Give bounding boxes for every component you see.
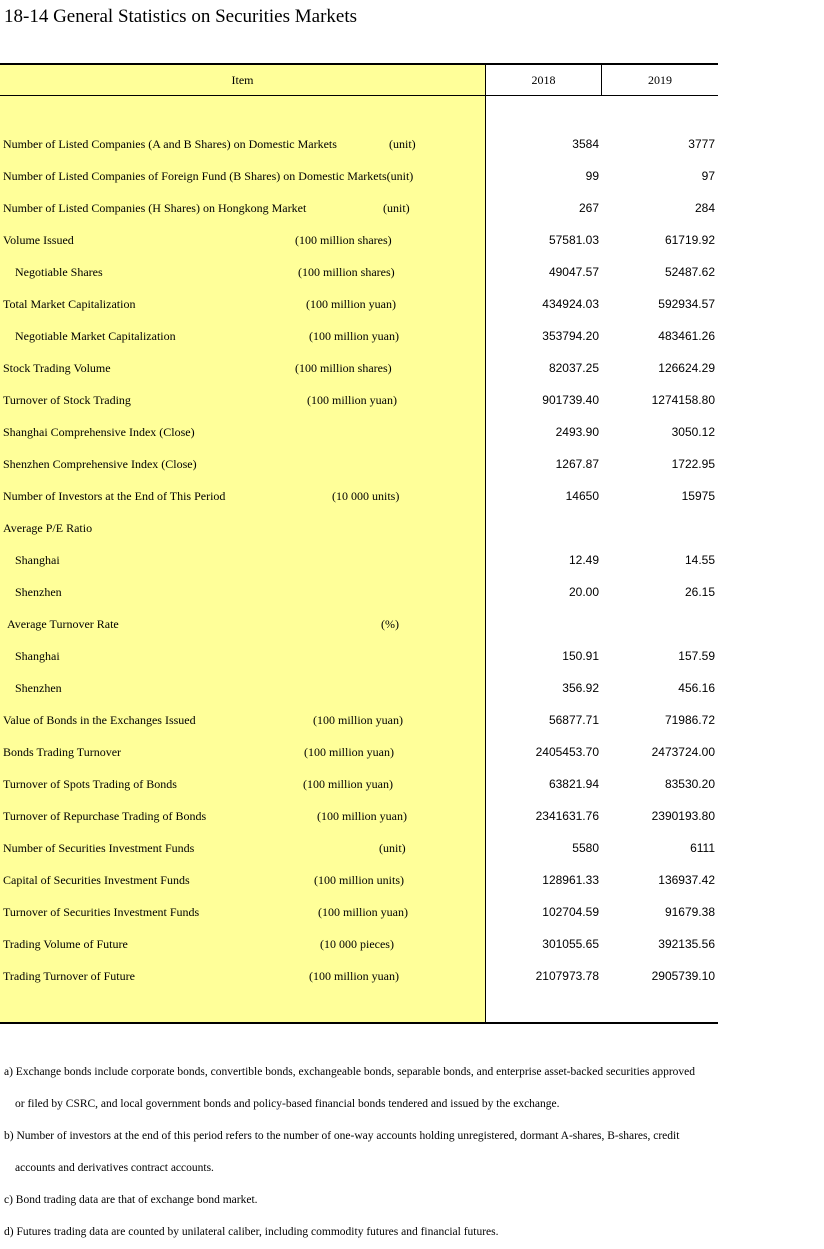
value-2018: 56877.71	[548, 713, 599, 727]
footnote: accounts and derivatives contract accounts.	[15, 1162, 214, 1174]
table-row	[0, 224, 718, 256]
value-2019: 456.16	[678, 681, 715, 695]
value-2019: 157.59	[678, 649, 715, 663]
table-row	[0, 256, 718, 288]
table-row	[0, 704, 718, 736]
row-label: Total Market Capitalization	[3, 297, 136, 311]
row-unit: (100 million yuan)	[307, 393, 397, 407]
table-row	[0, 320, 718, 352]
value-2018: 12.49	[568, 553, 599, 567]
value-2018: 267	[578, 201, 599, 215]
value-2018: 128961.33	[542, 873, 599, 887]
row-label: Shanghai	[15, 649, 60, 663]
value-2019: 15975	[681, 489, 715, 503]
header-2018: 2018	[531, 73, 556, 87]
row-label: Shenzhen	[15, 681, 62, 695]
table-row	[0, 640, 718, 672]
table-row	[0, 128, 718, 160]
row-label: Average P/E Ratio	[3, 521, 93, 535]
row-label: Turnover of Securities Investment Funds	[3, 905, 200, 919]
row-label: Negotiable Market Capitalization	[15, 329, 176, 343]
table-row	[0, 672, 718, 704]
row-unit: (100 million units)	[314, 873, 404, 887]
row-label: Average Turnover Rate	[7, 617, 119, 631]
row-unit: (100 million yuan)	[309, 329, 399, 343]
value-2018: 3584	[572, 137, 599, 151]
row-label: Value of Bonds in the Exchanges Issued	[3, 713, 196, 727]
table-row	[0, 832, 718, 864]
row-unit: (%)	[381, 617, 399, 631]
row-label: Trading Turnover of Future	[3, 969, 135, 983]
row-label: Turnover of Repurchase Trading of Bonds	[3, 809, 207, 823]
row-label: Negotiable Shares	[15, 265, 103, 279]
footnote: d) Futures trading data are counted by unilateral caliber, including commodity futures and financial futures.	[4, 1226, 499, 1238]
value-2019: 26.15	[684, 585, 715, 599]
table-row	[0, 736, 718, 768]
value-2019: 136937.42	[658, 873, 715, 887]
table-row	[0, 800, 718, 832]
value-2018: 63821.94	[548, 777, 599, 791]
table-header-rule	[0, 95, 718, 96]
value-2018: 57581.03	[548, 233, 599, 247]
value-2019: 61719.92	[664, 233, 715, 247]
value-2019: 1274158.80	[651, 393, 715, 407]
value-2018: 901739.40	[542, 393, 599, 407]
row-unit: (100 million yuan)	[303, 777, 393, 791]
row-label: Number of Listed Companies (H Shares) on Hongkong Market	[3, 201, 307, 215]
table-row	[0, 384, 718, 416]
value-2018: 20.00	[568, 585, 599, 599]
value-2018: 434924.03	[542, 297, 599, 311]
value-2019: 2473724.00	[651, 745, 715, 759]
row-unit: (100 million yuan)	[306, 297, 396, 311]
value-2019: 2905739.10	[651, 969, 715, 983]
row-label: Number of Listed Companies of Foreign Fund (B Shares) on Domestic Markets(unit)	[3, 169, 414, 183]
table-row	[0, 768, 718, 800]
table-row	[0, 288, 718, 320]
header-item: Item	[231, 73, 254, 87]
footnotes	[4, 1056, 820, 1248]
table-row	[0, 416, 718, 448]
row-label: Bonds Trading Turnover	[3, 745, 122, 759]
row-unit: (unit)	[379, 841, 406, 855]
footnote: b) Number of investors at the end of this period refers to the number of one-way accounts holding unregistered, dormant A-shares, B-shares, credit	[4, 1130, 680, 1142]
table-row	[0, 192, 718, 224]
value-2018: 2405453.70	[535, 745, 599, 759]
table-row	[0, 352, 718, 384]
table-row	[0, 544, 718, 576]
value-2018: 2493.90	[555, 425, 599, 439]
value-2019: 97	[701, 169, 715, 183]
row-label: Stock Trading Volume	[3, 361, 111, 375]
row-label: Number of Listed Companies (A and B Shares) on Domestic Markets	[3, 137, 337, 151]
row-unit: (100 million yuan)	[304, 745, 394, 759]
row-unit: (10 000 pieces)	[320, 937, 394, 951]
value-2018: 82037.25	[548, 361, 599, 375]
value-2018: 356.92	[562, 681, 599, 695]
value-2018: 5580	[572, 841, 599, 855]
row-label: Shenzhen	[15, 585, 62, 599]
value-2019: 71986.72	[664, 713, 715, 727]
row-label: Volume Issued	[3, 233, 74, 247]
value-2019: 83530.20	[664, 777, 715, 791]
row-unit: (100 million shares)	[295, 361, 392, 375]
header-2019: 2019	[648, 73, 672, 87]
statistics-table	[0, 63, 718, 1024]
footnote: a) Exchange bonds include corporate bonds, convertible bonds, exchangeable bonds, separable bonds, and enterprise asset-backed securities approved	[4, 1066, 696, 1078]
table-row	[0, 160, 718, 192]
value-2019: 1722.95	[671, 457, 715, 471]
value-2018: 14650	[565, 489, 599, 503]
value-2018: 301055.65	[542, 937, 599, 951]
table-row	[0, 960, 718, 992]
row-unit: (100 million yuan)	[309, 969, 399, 983]
row-unit: (100 million yuan)	[318, 905, 408, 919]
row-unit: (100 million yuan)	[317, 809, 407, 823]
value-2018: 2341631.76	[535, 809, 599, 823]
page-title: 18-14 General Statistics on Securities Markets	[4, 6, 358, 27]
value-2018: 1267.87	[555, 457, 599, 471]
value-2019: 592934.57	[658, 297, 715, 311]
footnote: c) Bond trading data are that of exchange bond market.	[4, 1194, 258, 1206]
value-2019: 3777	[688, 137, 715, 151]
row-label: Turnover of Stock Trading	[3, 393, 131, 407]
table-row	[0, 608, 718, 640]
row-unit: (10 000 units)	[332, 489, 400, 503]
table-row	[0, 576, 718, 608]
value-2019: 6111	[690, 841, 715, 855]
row-unit: (100 million yuan)	[313, 713, 403, 727]
row-label: Trading Volume of Future	[3, 937, 128, 951]
table-row	[0, 864, 718, 896]
value-2019: 14.55	[684, 553, 715, 567]
value-2019: 52487.62	[664, 265, 715, 279]
row-label: Shenzhen Comprehensive Index (Close)	[3, 457, 197, 471]
value-2019: 483461.26	[658, 329, 715, 343]
value-2019: 392135.56	[658, 937, 715, 951]
row-label: Shanghai Comprehensive Index (Close)	[3, 425, 195, 439]
table-row	[0, 896, 718, 928]
table-row	[0, 480, 718, 512]
value-2018: 150.91	[562, 649, 599, 663]
row-unit: (100 million shares)	[298, 265, 395, 279]
row-unit: (100 million shares)	[295, 233, 392, 247]
row-label: Shanghai	[15, 553, 60, 567]
row-label: Turnover of Spots Trading of Bonds	[3, 777, 177, 791]
table-bottom-rule	[0, 1022, 718, 1024]
value-2018: 102704.59	[542, 905, 599, 919]
value-2019: 284	[694, 201, 715, 215]
footnote: or filed by CSRC, and local government bonds and policy-based financial bonds tendered and issued by the exchange.	[15, 1098, 560, 1110]
table-row	[0, 928, 718, 960]
row-unit: (unit)	[383, 201, 410, 215]
row-label: Number of Securities Investment Funds	[3, 841, 195, 855]
value-2019: 2390193.80	[651, 809, 715, 823]
row-unit: (unit)	[389, 137, 416, 151]
row-label: Number of Investors at the End of This Period	[3, 489, 226, 503]
value-2018: 49047.57	[548, 265, 599, 279]
table-row	[0, 512, 718, 544]
table-row	[0, 448, 718, 480]
value-2019: 126624.29	[658, 361, 715, 375]
value-2018: 2107973.78	[535, 969, 599, 983]
value-2019: 91679.38	[664, 905, 715, 919]
value-2018: 353794.20	[542, 329, 599, 343]
value-2019: 3050.12	[671, 425, 715, 439]
row-label: Capital of Securities Investment Funds	[3, 873, 190, 887]
value-2018: 99	[585, 169, 599, 183]
